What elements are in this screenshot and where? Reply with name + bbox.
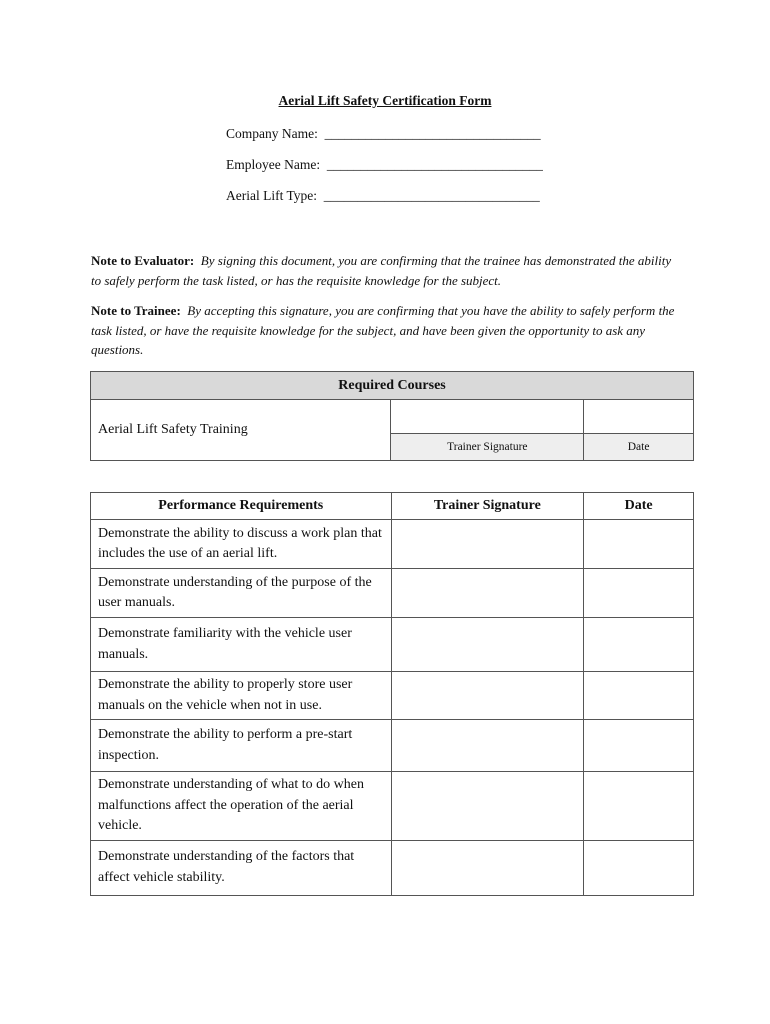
table-row	[91, 520, 694, 569]
date-cell[interactable]	[584, 772, 694, 841]
signature-cell[interactable]	[391, 772, 584, 841]
performance-requirements-table	[90, 492, 694, 896]
date-cell[interactable]	[584, 720, 694, 772]
aerial-lift-type-blank[interactable]: ________________________________	[323, 188, 540, 203]
signature-cell[interactable]	[391, 672, 584, 720]
signature-cell[interactable]	[391, 618, 584, 672]
signature-cell[interactable]	[391, 520, 584, 569]
company-name-label: Company Name:	[226, 126, 318, 141]
date-cell[interactable]	[584, 520, 694, 569]
date-cell[interactable]	[584, 618, 694, 672]
date-cell[interactable]	[584, 569, 694, 618]
requirement-text: Demonstrate understanding of the factors that affect vehicle stability.	[91, 840, 392, 895]
perf-header-date: Date	[584, 493, 694, 520]
table-row	[91, 840, 694, 895]
aerial-lift-type-label: Aerial Lift Type:	[226, 188, 318, 203]
trainee-note-text: By accepting this signature, you are confirming that you have the ability to safely perform the task listed, or have the requisite knowledge for the subject, and have been given the opportunity to ask any questions.	[91, 303, 675, 357]
table-row	[91, 720, 694, 772]
employee-name-blank[interactable]: ________________________________	[326, 157, 543, 172]
company-name-field	[226, 126, 541, 142]
course-date-cell[interactable]	[584, 400, 694, 434]
trainee-note	[91, 301, 681, 360]
course-trainer-signature-cell[interactable]	[391, 400, 584, 434]
requirement-text: Demonstrate the ability to perform a pre-start inspection.	[91, 720, 392, 772]
signature-cell[interactable]	[391, 569, 584, 618]
course-name: Aerial Lift Safety Training	[91, 400, 391, 461]
requirement-text: Demonstrate understanding of the purpose of the user manuals.	[91, 569, 392, 618]
signature-cell[interactable]	[391, 840, 584, 895]
evaluator-note-text: By signing this document, you are confirming that the trainee has demonstrated the ability to safely perform the task listed, or has the requisite knowledge for the subject.	[91, 253, 672, 288]
date-cell[interactable]	[584, 672, 694, 720]
trainer-signature-label: Trainer Signature	[391, 434, 584, 461]
required-courses-header: Required Courses	[91, 372, 694, 400]
table-row	[91, 772, 694, 841]
requirement-text: Demonstrate the ability to properly store user manuals on the vehicle when not in use.	[91, 672, 392, 720]
form-title: Aerial Lift Safety Certification Form	[278, 93, 492, 108]
date-cell[interactable]	[584, 840, 694, 895]
required-courses-table	[90, 371, 694, 461]
table-row	[91, 618, 694, 672]
employee-name-field	[226, 157, 543, 173]
evaluator-note	[91, 251, 681, 290]
trainee-note-label: Note to Trainee:	[91, 303, 181, 318]
evaluator-note-label: Note to Evaluator:	[91, 253, 195, 268]
employee-name-label: Employee Name:	[226, 157, 321, 172]
company-name-blank[interactable]: ________________________________	[324, 126, 541, 141]
requirement-text: Demonstrate the ability to discuss a work plan that includes the use of an aerial lift.	[91, 520, 392, 569]
table-row	[91, 672, 694, 720]
perf-header-requirements: Performance Requirements	[91, 493, 392, 520]
date-label: Date	[584, 434, 694, 461]
requirement-text: Demonstrate understanding of what to do when malfunctions affect the operation of the aerial vehicle.	[91, 772, 392, 841]
perf-header-trainer-signature: Trainer Signature	[391, 493, 584, 520]
aerial-lift-type-field	[226, 188, 540, 204]
signature-cell[interactable]	[391, 720, 584, 772]
requirement-text: Demonstrate familiarity with the vehicle user manuals.	[91, 618, 392, 672]
table-row	[91, 569, 694, 618]
